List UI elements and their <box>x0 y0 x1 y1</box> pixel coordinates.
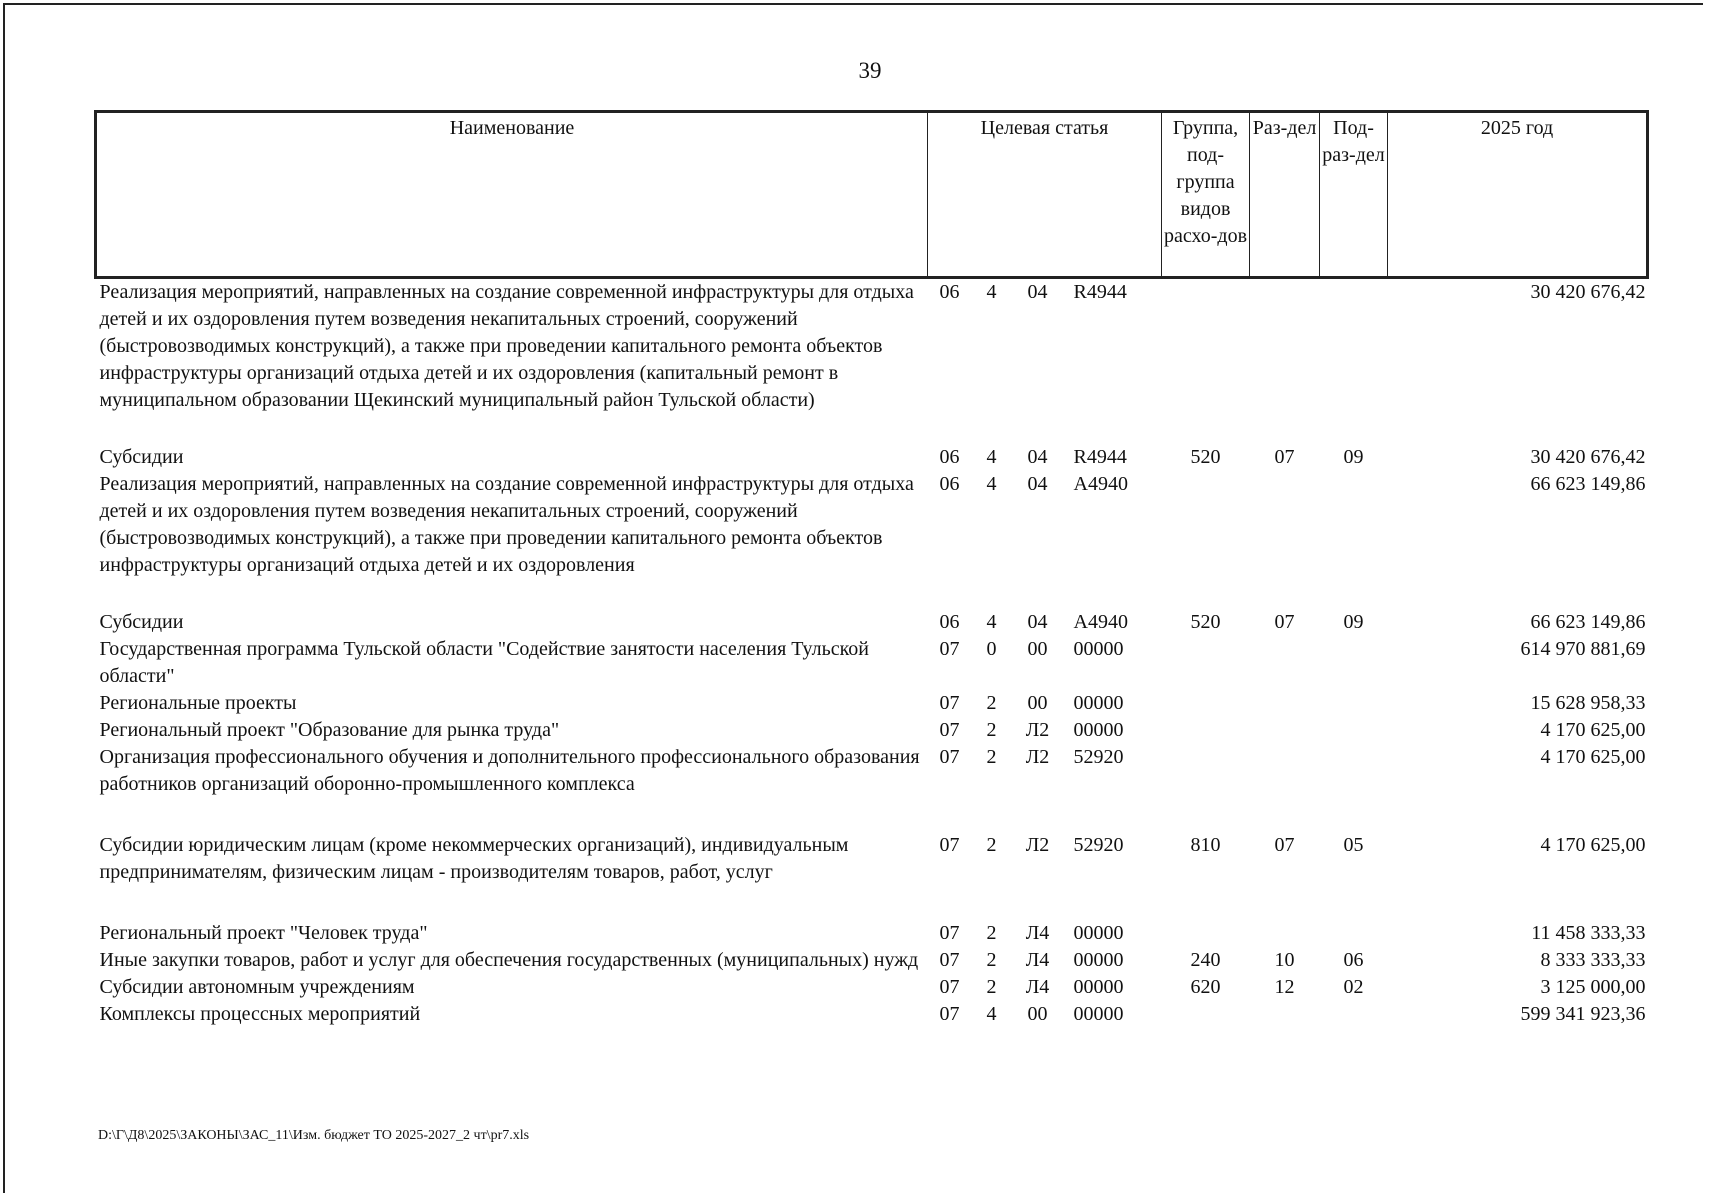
subsection-code: 06 <box>1343 949 1364 971</box>
target-code-direction: 00000 <box>1073 976 1124 998</box>
section-code: 07 <box>1274 834 1295 856</box>
expense-group <box>1162 471 1250 609</box>
target-code-structure: 00 <box>1027 692 1048 714</box>
expense-group: 810 <box>1190 834 1221 856</box>
target-code-type: 4 <box>986 281 997 303</box>
table-row <box>96 636 1648 690</box>
amount-2025: 15 628 958,33 <box>1530 692 1646 714</box>
amount-2025: 30 420 676,42 <box>1530 446 1646 468</box>
target-code-program: 06 <box>939 611 960 633</box>
subsection-code <box>1320 717 1388 744</box>
target-code-type: 2 <box>986 922 997 944</box>
section-code <box>1250 1001 1320 1028</box>
amount-2025: 8 333 333,33 <box>1540 949 1646 971</box>
target-code-direction: A4940 <box>1073 473 1128 495</box>
target-code-program: 07 <box>939 719 960 741</box>
expense-group <box>1162 1001 1250 1028</box>
target-code-structure: Л2 <box>1025 719 1050 741</box>
subsection-code <box>1320 920 1388 947</box>
row-name: Реализация мероприятий, направленных на создание современной инфраструктуры для отдыха детей и их оздоровления путем возведения некапитальных строений, сооружений (быстровозводимых конструкций), а также при проведении капитального ремонта объектов инфраструктуры организаций отдыха детей и их оздоровления <box>99 473 914 576</box>
target-code-type: 4 <box>986 1003 997 1025</box>
target-code-program: 06 <box>939 473 960 495</box>
target-code-type: 4 <box>986 446 997 468</box>
amount-2025: 11 458 333,33 <box>1531 922 1646 944</box>
expense-group: 520 <box>1190 611 1221 633</box>
section-code: 10 <box>1274 949 1295 971</box>
header-year: 2025 год <box>1388 112 1648 278</box>
row-name: Реализация мероприятий, направленных на создание современной инфраструктуры для отдыха детей и их оздоровления путем возведения некапитальных строений, сооружений (быстровозводимых конструкций), а также при проведении капитального ремонта объектов инфраструктуры организаций отдыха детей и их оздоровления (капитальный ремонт в муниципальном образовании Щекинский муниципальный район Тульской области) <box>99 281 914 411</box>
target-code-direction: 00000 <box>1073 949 1124 971</box>
header-row <box>96 112 1648 278</box>
amount-2025: 4 170 625,00 <box>1540 746 1646 768</box>
target-code-program: 07 <box>939 1003 960 1025</box>
amount-2025: 30 420 676,42 <box>1530 281 1646 303</box>
expense-group: 520 <box>1190 446 1221 468</box>
table-body <box>96 278 1648 1029</box>
expense-group <box>1162 690 1250 717</box>
target-code-type: 2 <box>986 719 997 741</box>
target-code-structure: 04 <box>1027 473 1048 495</box>
section-code: 12 <box>1274 976 1295 998</box>
target-code-structure: 04 <box>1027 611 1048 633</box>
target-code-program: 07 <box>939 834 960 856</box>
target-code-direction: 00000 <box>1073 922 1124 944</box>
target-code-structure: Л4 <box>1025 949 1050 971</box>
header-group: Группа, под-группа видов расхо-дов <box>1162 112 1250 278</box>
subsection-code <box>1320 471 1388 609</box>
row-name: Региональный проект "Образование для рынка труда" <box>99 719 560 741</box>
table-row <box>96 920 1648 947</box>
budget-table <box>94 110 1649 1028</box>
row-name: Субсидии юридическим лицам (кроме некоммерческих организаций), индивидуальным предпринимателям, физическим лицам - производителям товаров, работ, услуг <box>99 834 849 883</box>
expense-group <box>1162 636 1250 690</box>
table-row <box>96 278 1648 445</box>
target-code-structure: Л2 <box>1025 746 1050 768</box>
amount-2025: 66 623 149,86 <box>1530 473 1646 495</box>
table-row <box>96 1001 1648 1028</box>
target-code-type: 2 <box>986 834 997 856</box>
target-code-structure: Л4 <box>1025 976 1050 998</box>
target-code-program: 06 <box>939 281 960 303</box>
table-row <box>96 717 1648 744</box>
amount-2025: 4 170 625,00 <box>1540 719 1646 741</box>
target-code-structure: Л2 <box>1025 834 1050 856</box>
subsection-code: 02 <box>1343 976 1364 998</box>
section-code <box>1250 471 1320 609</box>
target-code-structure: 04 <box>1027 281 1048 303</box>
expense-group <box>1162 920 1250 947</box>
expense-group: 240 <box>1190 949 1221 971</box>
target-code-program: 07 <box>939 922 960 944</box>
target-code-direction: A4940 <box>1073 611 1128 633</box>
subsection-code <box>1320 744 1388 832</box>
table-row <box>96 444 1648 471</box>
amount-2025: 66 623 149,86 <box>1530 611 1646 633</box>
table-row <box>96 832 1648 920</box>
target-code-program: 07 <box>939 949 960 971</box>
expense-group <box>1162 744 1250 832</box>
expense-group: 620 <box>1190 976 1221 998</box>
target-code-type: 2 <box>986 949 997 971</box>
target-code-type: 2 <box>986 746 997 768</box>
subsection-code: 09 <box>1343 611 1364 633</box>
header-name: Наименование <box>96 112 928 278</box>
target-code-program: 07 <box>939 638 960 660</box>
section-code <box>1250 690 1320 717</box>
section-code <box>1250 717 1320 744</box>
target-code-direction: 00000 <box>1073 719 1124 741</box>
target-code-direction: 00000 <box>1073 1003 1124 1025</box>
table-row <box>96 744 1648 832</box>
table-row <box>96 609 1648 636</box>
target-code-type: 4 <box>986 611 997 633</box>
table-row <box>96 690 1648 717</box>
target-code-program: 06 <box>939 446 960 468</box>
target-code-structure: Л4 <box>1025 922 1050 944</box>
row-name: Региональный проект "Человек труда" <box>99 922 428 944</box>
page-number: 39 <box>858 58 882 83</box>
header-subsection: Под-раз-дел <box>1320 112 1388 278</box>
section-code <box>1250 636 1320 690</box>
header-section: Раз-дел <box>1250 112 1320 278</box>
subsection-code: 05 <box>1343 834 1364 856</box>
amount-2025: 614 970 881,69 <box>1520 638 1646 660</box>
expense-group <box>1162 717 1250 744</box>
target-code-structure: 00 <box>1027 1003 1048 1025</box>
target-code-program: 07 <box>939 692 960 714</box>
target-code-type: 2 <box>986 692 997 714</box>
subsection-code: 09 <box>1343 446 1364 468</box>
amount-2025: 4 170 625,00 <box>1540 834 1646 856</box>
section-code <box>1250 920 1320 947</box>
section-code <box>1250 744 1320 832</box>
target-code-direction: 52920 <box>1073 746 1124 768</box>
target-code-structure: 04 <box>1027 446 1048 468</box>
row-name: Субсидии <box>99 446 184 468</box>
target-code-type: 2 <box>986 976 997 998</box>
row-name: Комплексы процессных мероприятий <box>99 1003 421 1025</box>
amount-2025: 3 125 000,00 <box>1540 976 1646 998</box>
subsection-code <box>1320 690 1388 717</box>
table-row <box>96 947 1648 974</box>
table-row <box>96 471 1648 609</box>
row-name: Региональные проекты <box>99 692 297 714</box>
row-name: Иные закупки товаров, работ и услуг для обеспечения государственных (муниципальных) нужд <box>99 949 919 971</box>
target-code-direction: 52920 <box>1073 834 1124 856</box>
expense-group <box>1162 278 1250 445</box>
target-code-direction: 00000 <box>1073 638 1124 660</box>
subsection-code <box>1320 278 1388 445</box>
row-name: Субсидии автономным учреждениям <box>99 976 415 998</box>
target-code-structure: 00 <box>1027 638 1048 660</box>
amount-2025: 599 341 923,36 <box>1520 1003 1646 1025</box>
target-code-direction: R4944 <box>1073 446 1127 468</box>
row-name: Субсидии <box>99 611 184 633</box>
target-code-program: 07 <box>939 976 960 998</box>
row-name: Организация профессионального обучения и дополнительного профессионального образования работников организаций оборонно-промышленного комплекса <box>99 746 920 795</box>
target-code-program: 07 <box>939 746 960 768</box>
table-row <box>96 974 1648 1001</box>
target-code-type: 4 <box>986 473 997 495</box>
footer-file-path: D:\Г\Д8\2025\ЗАКОНЫ\ЗАС_11\Изм. бюджет ТО 2025-2027_2 чт\pr7.xls <box>98 1128 530 1143</box>
target-code-direction: R4944 <box>1073 281 1127 303</box>
section-code: 07 <box>1274 446 1295 468</box>
target-code-type: 0 <box>986 638 997 660</box>
subsection-code <box>1320 1001 1388 1028</box>
target-code-direction: 00000 <box>1073 692 1124 714</box>
subsection-code <box>1320 636 1388 690</box>
section-code <box>1250 278 1320 445</box>
header-target: Целевая статья <box>928 112 1162 278</box>
row-name: Государственная программа Тульской области "Содействие занятости населения Тульской области" <box>99 638 869 687</box>
section-code: 07 <box>1274 611 1295 633</box>
